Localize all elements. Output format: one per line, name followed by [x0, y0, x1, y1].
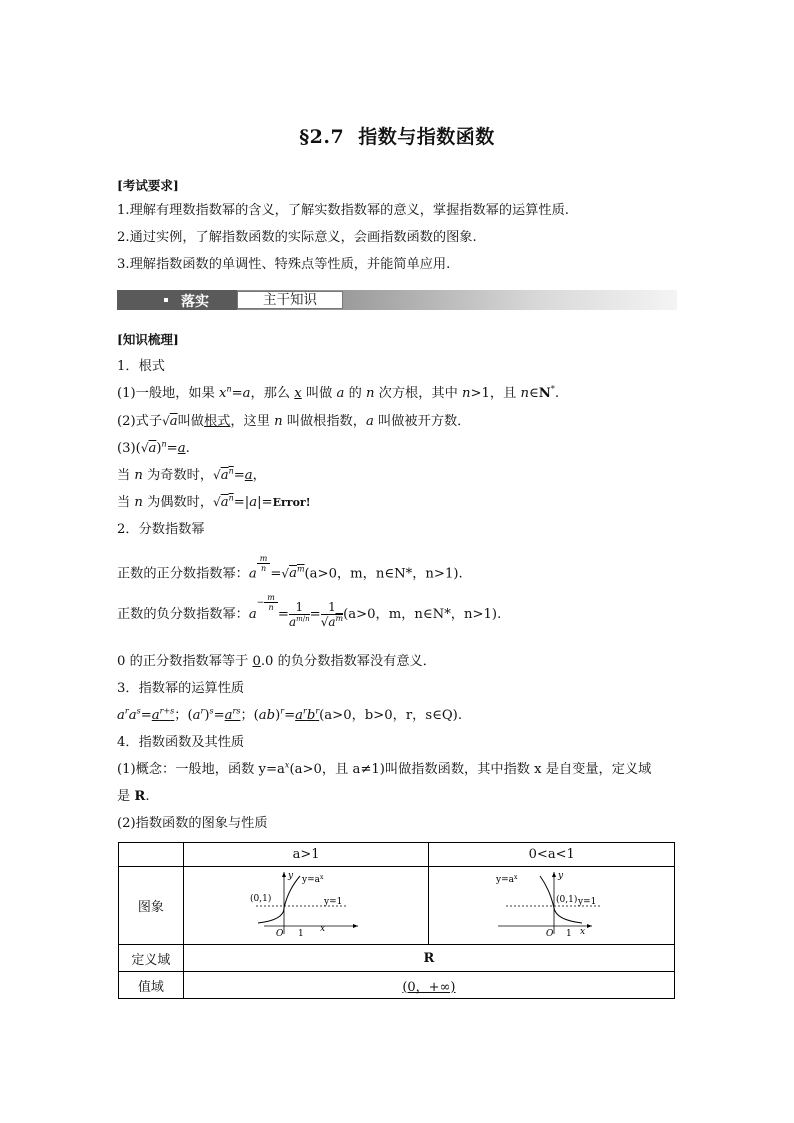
banner-left-label: 落实: [181, 294, 209, 310]
graph-right-curve-label: $y=a^x$: [495, 873, 518, 885]
exam-item-2: 2.通过实例，了解指数函数的实际意义，会画指数函数的图象.: [117, 230, 477, 245]
s2-positive: 正数的正分数指数幂：a $^{\frac{m}{n}}$ $=√a^m(a>0$，m，n∈N*，n>1).: [117, 554, 463, 582]
graph-decreasing: [492, 868, 612, 940]
bullet-icon: [164, 298, 168, 302]
s4-concept-1: (1)概念：一般地，函数 $y=a^x(a>0$，且 a≠1)叫做指数函数，其中指数 x 是自变量，定义域: [117, 760, 652, 777]
exam-item-1: 1.理解有理数指数幂的含义，了解实数指数幂的意义，掌握指数幂的运算性质.: [117, 203, 569, 218]
s1-line1: (1)一般地，如果 $x^n=a$，那么 x 叫做 a 的 n 次方根，其中 n>1，且 n∈N*.: [117, 384, 560, 401]
section-number: §2.7: [299, 126, 345, 148]
range-value: (0，+∞): [183, 972, 674, 999]
col-header-a-gt-1: a>1: [183, 843, 429, 867]
graph-cell-increasing: [183, 867, 429, 945]
section-banner: [117, 290, 677, 310]
s1-line5: 当 n 为偶数时，$√a^n=|a|=Error$!: [117, 493, 311, 510]
s2-heading: 2．分数指数幂: [117, 522, 205, 537]
s3-heading: 3．指数幂的运算性质: [117, 681, 245, 696]
row-label-graph: 图象: [119, 867, 184, 945]
knowledge-header: [知识梳理]: [117, 332, 179, 347]
exam-item-3: 3.理解指数函数的单调性、特殊点等性质，并能简单应用.: [117, 257, 451, 272]
graph-left-y-label: y: [288, 870, 294, 881]
title-text: 指数与指数函数: [358, 126, 495, 148]
banner-right-label: 主干知识: [237, 291, 343, 309]
s1-line3: $(3)(√a)^n=a$.: [117, 439, 190, 456]
graph-right-x-label: x: [579, 926, 585, 937]
s4-concept-2: 是 R.: [117, 789, 150, 804]
graph-right-one: 1: [565, 928, 572, 939]
graph-left-asym-label: y=1: [324, 896, 343, 907]
row-label-range: 值域: [119, 972, 184, 999]
properties-table: [118, 842, 675, 999]
graph-right-y-label: y: [557, 870, 563, 881]
graph-right-origin: O: [545, 928, 554, 939]
s1-line2: (2)式子√a叫做根式，这里 n 叫做根指数，a 叫做被开方数．: [117, 414, 471, 429]
s2-negative: 正数的负分数指数幂：$a^{- \frac{m}{n}}$ = $\frac{1}{a^{m/n}}$ = $\frac{1}{√a^m}$ (a>0，m，n∈N*，n>1).: [117, 592, 502, 629]
s2-zero: 0 的正分数指数幂等于 0.0 的负分数指数幂没有意义．: [117, 654, 436, 669]
page-title: [0, 122, 794, 149]
s1-line4: 当 n 为奇数时，$√a^n=a$，: [117, 466, 266, 483]
graph-cell-decreasing: [429, 867, 675, 945]
col-header-a-lt-1: 0<a<1: [429, 843, 675, 867]
graph-right-asym-label: y=1: [577, 896, 597, 907]
s1-heading: 1．根式: [117, 359, 165, 374]
graph-right-point-label: (0,1): [555, 894, 578, 905]
graph-left-one: 1: [298, 928, 304, 939]
graph-left-origin: O: [276, 928, 284, 939]
domain-value: R: [183, 945, 674, 972]
row-label-domain: 定义域: [119, 945, 184, 972]
s4-graph-heading: (2)指数函数的图象与性质: [117, 816, 268, 831]
graph-increasing: [246, 868, 366, 940]
s4-heading: 4．指数函数及其性质: [117, 735, 245, 750]
graph-left-curve-label: $y=a^x$: [302, 873, 324, 885]
graph-left-x-label: x: [320, 923, 326, 934]
banner-dark-segment: [117, 290, 237, 310]
exam-header: [考试要求]: [117, 178, 179, 193]
s3-rules: $a^ra^s=a^{r+s}$；$(a^r)^s=a^{rs}$；$(ab)^r=a^rb^r(a>0$，b>0，r，s∈Q).: [117, 706, 463, 723]
graph-left-point-label: (0,1): [250, 893, 272, 904]
